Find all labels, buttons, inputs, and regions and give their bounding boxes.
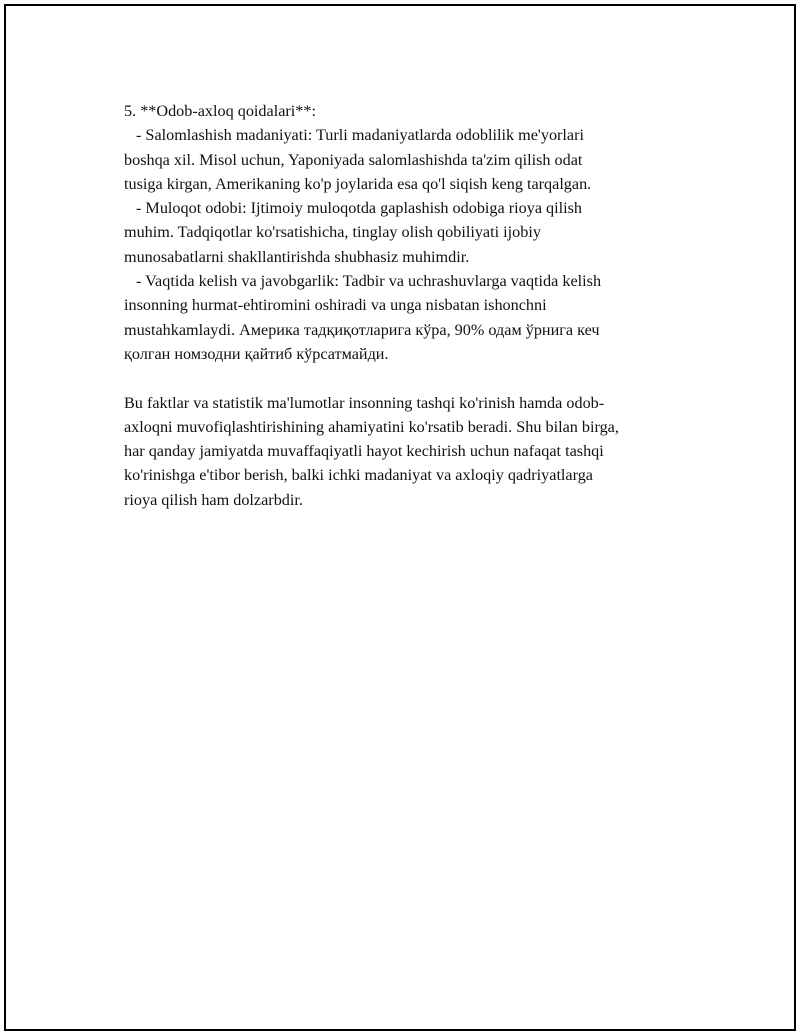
paragraph-line: axloqni muvofiqlashtirishining ahamiyatini ko'rsatib beradi. Shu bilan birga,: [124, 417, 619, 436]
bullet-line: - Salomlashish madaniyati: Turli madaniyatlarda odoblilik me'yorlari: [136, 126, 585, 145]
paragraph-gap: [124, 366, 704, 390]
bullet-line: - Vaqtida kelish va javobgarlik: Tadbir va uchrashuvlarga vaqtida kelish: [136, 272, 602, 291]
bullet-line: - Muloqot odobi: Ijtimoiy muloqotda gaplashish odobiga rioya qilish: [136, 199, 583, 218]
bullet-line: muhim. Tadqiqotlar ko'rsatishicha, tinglay olish qobiliyati ijobiy: [124, 223, 541, 242]
bullet-muloqot: [124, 196, 704, 269]
bullet-line: boshqa xil. Misol uchun, Yaponiyada salomlashishda ta'zim qilish odat: [124, 150, 583, 169]
paragraph-line: rioya qilish ham dolzarbdir.: [124, 490, 303, 509]
bullet-line: munosabatlarni shakllantirishda shubhasiz muhimdir.: [124, 247, 470, 266]
bullet-salomlashish: [124, 123, 704, 196]
page-frame: [4, 4, 796, 1031]
bullet-line: insonning hurmat-ehtiromini oshiradi va unga nisbatan ishonchni: [124, 296, 547, 315]
conclusion-paragraph: [124, 391, 704, 512]
paragraph-line: har qanday jamiyatda muvaffaqiyatli hayot kechirish uchun nafaqat tashqi: [124, 442, 604, 461]
bullet-vaqtida-kelish: [124, 269, 704, 366]
bullet-line: қолган номзодни қайтиб кўрсатмайди.: [124, 344, 389, 363]
paragraph-line: Bu faktlar va statistik ma'lumotlar insonning tashqi ko'rinish hamda odob-: [124, 393, 605, 412]
bullet-line: tusiga kirgan, Amerikaning ko'p joylarida esa qo'l siqish keng tarqalgan.: [124, 174, 592, 193]
document-body: [124, 99, 704, 512]
section-heading: 5. **Odob-axloq qoidalari**:: [124, 102, 316, 120]
bullet-line: mustahkamlaydi. Америка тадқиқотларига кўра, 90% одам ўрнига кеч: [124, 320, 600, 339]
paragraph-line: ko'rinishga e'tibor berish, balki ichki madaniyat va axloqiy qadriyatlarga: [124, 466, 593, 485]
